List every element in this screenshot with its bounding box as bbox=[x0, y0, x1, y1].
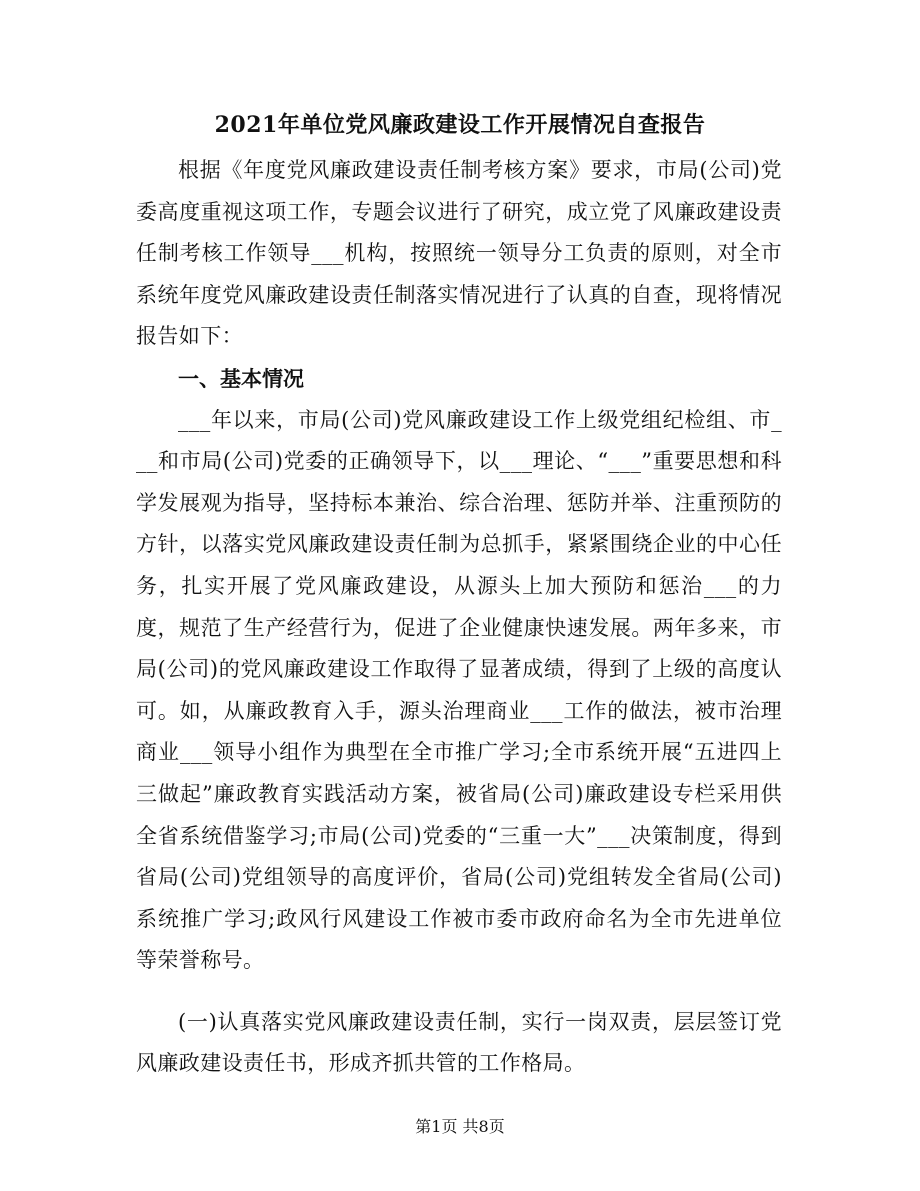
subsection-paragraph-1: (一)认真落实党风廉政建设责任制，实行一岗双责，层层签订党风廉政建设责任书，形成齐抓共管的工作格局。 bbox=[136, 1009, 782, 1076]
page-number: 第1页 共8页 bbox=[415, 1117, 505, 1136]
document-body bbox=[136, 150, 782, 1085]
section-heading-basic: 一、基本情况 bbox=[178, 365, 304, 391]
document-title: 2021年单位党风廉政建设工作开展情况自查报告 bbox=[214, 112, 706, 138]
intro-paragraph: 根据《年度党风廉政建设责任制考核方案》要求，市局(公司)党委高度重视这项工作，专题会议进行了研究，成立党了风廉政建设责任制考核工作领导___机构，按照统一领导分工负责的原则，对全市系统年度党风廉政建设责任制落实情况进行了认真的自查，现将情况报告如下： bbox=[136, 158, 782, 349]
paragraph-gap bbox=[136, 982, 782, 1002]
basic-situation-paragraph: ___年以来，市局(公司)党风廉政建设工作上级党组纪检组、市___和市局(公司)党委的正确领导下，以___理论、“___”重要思想和科学发展观为指导，坚持标本兼治、综合治理、惩防并举、注重预防的方针，以落实党风廉政建设责任制为总抓手，紧紧围绕企业的中心任务，扎实开展了党风廉政建设，从源头上加大预防和惩治___的力度，规范了生产经营行为，促进了企业健康快速发展。两年多来，市局(公司)的党风廉政建设工作取得了显著成绩，得到了上级的高度认可。如，从廉政教育入手，源头治理商业___工作的做法，被市治理商业___领导小组作为典型在全市推广学习;全市系统开展“五进四上三做起”廉政教育实践活动方案，被省局(公司)廉政建设专栏采用供全省系统借鉴学习;市局(公司)党委的“三重一大”___决策制度，得到省局(公司)党组领导的高度评价，省局(公司)党组转发全省局(公司)系统推广学习;政风行风建设工作被市委市政府命名为全市先进单位等荣誉称号。 bbox=[136, 407, 782, 973]
